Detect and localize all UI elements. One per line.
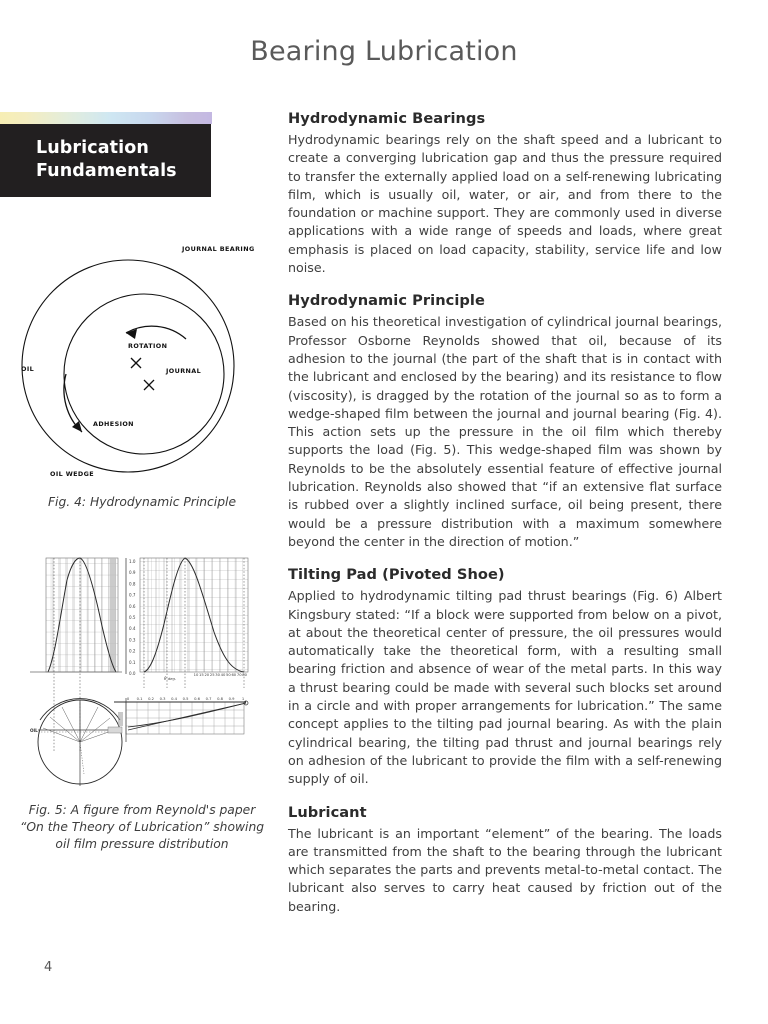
fig5-tick-label: 0.3: [129, 637, 136, 643]
fig5-tick-label: 0.1: [136, 697, 143, 701]
fig5-tick-label: 0.6: [129, 603, 136, 609]
journal-center-cross: [144, 380, 154, 390]
fig5-tick-label: 50: [226, 673, 231, 677]
fig5-tick-label: 80: [242, 673, 247, 677]
fig5-tick-label: 0.8: [129, 581, 136, 587]
fig5-lower-right-grid: [114, 697, 248, 742]
section-heading-hydrodynamic-principle: Hydrodynamic Principle: [288, 292, 485, 310]
journal-bearing-outer-circle: [22, 260, 234, 472]
fig5-tick-label: 0.4: [129, 626, 136, 632]
fig5-tick-label: 0.7: [205, 697, 212, 701]
fig5-oil-label: OIL: [30, 728, 38, 733]
fig5-tick-label: 0.2: [129, 648, 136, 654]
figure-5-caption-line: “On the Theory of Lubrication” showing: [19, 820, 265, 834]
figure-5-caption-line: oil film pressure distribution: [55, 837, 229, 851]
fig5-tick-label: 0.4: [171, 697, 177, 701]
fig5-tick-label: 0.8: [217, 697, 223, 701]
chapter-tab-line-1: Lubrication: [36, 138, 149, 158]
label-journal: JOURNAL: [166, 367, 202, 375]
label-adhesion: ADHESION: [93, 420, 134, 428]
bearing-center-cross: [131, 358, 141, 368]
chapter-tab-line-2: Fundamentals: [36, 161, 177, 181]
figure-5-drawing: [22, 552, 270, 790]
fig5-tick-label: 25: [209, 673, 215, 677]
content-column: [288, 110, 722, 916]
fig5-tick-label: 0.9: [228, 697, 235, 701]
fig5-tick-label: 60: [231, 673, 237, 677]
section-heading-tilting-pad: Tilting Pad (Pivoted Shoe): [288, 566, 505, 584]
section-body-hydrodynamic-bearings: Hydrodynamic bearings rely on the shaft speed and a lubricant to create a converging lubrication gap and thus the pressure required to transfer the externally applied load on a self-renewing lubricating film, which is usually oil, water, or air, and from there to the foundation or machine support. They are commonly used in diverse applications with a wide range of speeds and loads, where great emphasis is placed on load capacity, stability, service life and low noise.: [288, 132, 722, 276]
figure-5-caption: [6, 802, 278, 853]
fig5-tick-label: 70: [236, 673, 242, 677]
fig5-tick-label: 30: [215, 673, 220, 677]
fig5-tick-label: 0.6: [194, 697, 200, 701]
label-journal-bearing: JOURNAL BEARING: [182, 245, 255, 253]
section-body-lubricant: The lubricant is an important “element” of the bearing. The loads are transmitted from the shaft to the bearing through the lubricant which separates the parts and prevents metal-to-metal contact. The lubricant also serves to carry heat caused by friction out of the bearing.: [288, 825, 722, 914]
fig5-tick-label: 0.5: [182, 697, 189, 701]
fig5-tick-label: 0.7: [129, 592, 136, 598]
chapter-gradient-bar: [0, 112, 212, 124]
fig5-tick-label: 40: [220, 673, 226, 677]
fig5-tick-label: 0.9: [129, 570, 136, 576]
section-body-hydrodynamic-principle: Based on his theoretical investigation of cylindrical journal bearings, Professor Osborne Reynolds showed that oil, because of its adhesion to the journal (the part of the shaft that is in contact with the lubricant and enclosed by the bearing) and its resistance to flow (viscosity), is dragged by the rotation of the journal so as to form a wedge-shaped film between the journal and journal bearing (Fig. 4). This action sets up the pressure in the oil film which thereby supports the load (Fig. 5). This wedge-shaped film was shown by Reynolds to be the absolutely essential feature of effective journal lubrication. Reynolds also showed that “if an extensive flat surface is rubbed over a slightly inclined surface, oil being present, there would be a pressure distribution with a maximum somewhere beyond the center in the direction of motion.”: [288, 314, 722, 549]
fig5-tick-label: 20: [204, 673, 210, 677]
fig5-tick-label: 1: [241, 697, 245, 701]
fig5-right-grid-panel: [140, 558, 248, 688]
chapter-tab: [0, 124, 211, 197]
fig5-tick-label: 0.2: [148, 697, 154, 701]
figure-4-drawing: [8, 238, 280, 490]
fig5-tick-label: 15: [199, 673, 204, 677]
fig5-tick-label: 0: [126, 697, 130, 701]
fig5-tick-label: 10: [193, 673, 199, 677]
page-title: Bearing Lubrication: [250, 36, 518, 67]
label-rotation: ROTATION: [128, 342, 168, 350]
section-body-tilting-pad: Applied to hydrodynamic tilting pad thrust bearings (Fig. 6) Albert Kingsbury stated: “If a block were supported from below on a pivot, at about the theoretical center of pressure, the oil pressures would automatically take the theoretical form, with a resulting small bearing friction and absence of wear of the metal parts. In this way a thrust bearing could be made with several such blocks set around in a circle and with proper arrangements for lubrication.” The same concept applies to the tilting pad journal bearing. As with the plain cylindrical bearing, the tilting pad thrust and journal bearings rely on adhesion of the lubricant to provide the film with a self-renewing supply of oil.: [288, 588, 722, 787]
label-oil: OIL: [21, 365, 35, 373]
figure-5-reynolds-pressure-chart: [22, 552, 270, 790]
fig5-tick-label: 1.0: [129, 559, 136, 564]
fig5-journal-circle-diagram: [38, 699, 122, 786]
fig5-annotation-bar: [118, 712, 123, 726]
figure-5-caption-line: Fig. 5: A figure from Reynold's paper: [28, 803, 256, 817]
label-oil-wedge: OIL WEDGE: [50, 470, 95, 478]
fig5-tick-label: 0.1: [129, 659, 136, 665]
figure-4-caption: [6, 494, 278, 511]
figure-4-hydrodynamic-principle: [8, 238, 280, 490]
page-number: 4: [44, 960, 53, 975]
fig5-tick-label: 0.0: [129, 671, 136, 676]
fig5-tick-label: 0.5: [129, 615, 136, 620]
left-column: [0, 112, 282, 197]
figure-4-caption-line: Fig. 4: Hydrodynamic Principle: [47, 495, 237, 509]
section-heading-lubricant: Lubricant: [288, 803, 367, 821]
section-heading-hydrodynamic-bearings: Hydrodynamic Bearings: [288, 110, 486, 127]
fig5-tick-label: 0.3: [159, 697, 166, 701]
fig5-theta-axis-label: θ deg.: [164, 676, 177, 681]
fig5-annotation-box: [108, 727, 122, 733]
fig5-y-axis: [126, 558, 136, 676]
